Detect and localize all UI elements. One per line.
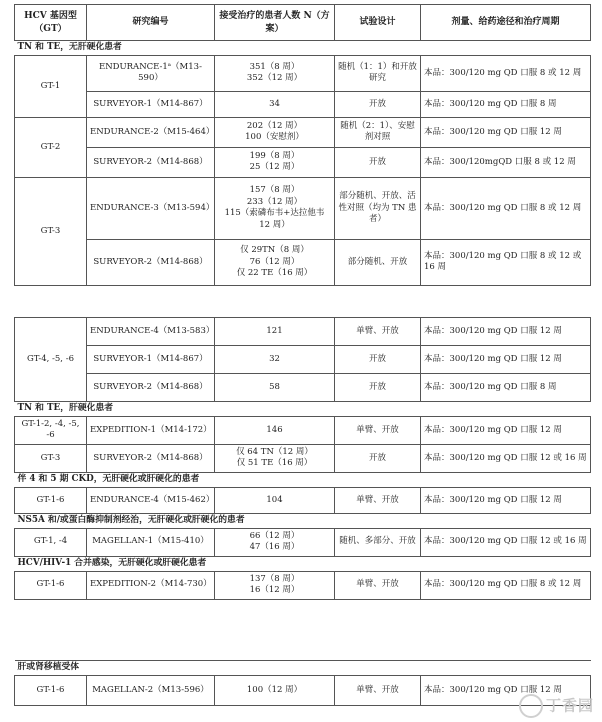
patients-cell: 351（8 周） 352（12 周） bbox=[215, 55, 335, 91]
patients-cell: 32 bbox=[215, 346, 335, 374]
patients-cell: 137（8 周） 16（12 周） bbox=[215, 571, 335, 599]
patients-cell: 104 bbox=[215, 487, 335, 513]
trial-table-part3 bbox=[14, 660, 591, 706]
patients-cell: 121 bbox=[215, 318, 335, 346]
design-cell: 单臂、开放 bbox=[335, 571, 421, 599]
patients-cell: 199（8 周） 25（12 周） bbox=[215, 147, 335, 177]
dosing-cell: 本品：300/120 mg QD 口服 8 或 12 周 bbox=[421, 177, 591, 239]
patients-cell: 66（12 周） 47（16 周） bbox=[215, 528, 335, 556]
genotype-cell: GT-1-6 bbox=[15, 487, 87, 513]
design-cell: 单臂、开放 bbox=[335, 487, 421, 513]
design-cell: 开放 bbox=[335, 444, 421, 472]
design-cell: 单臂、开放 bbox=[335, 675, 421, 705]
study-id-cell: SURVEYOR-2（M14-868） bbox=[87, 147, 215, 177]
watermark-logo bbox=[519, 694, 594, 718]
study-id-cell: ENDURANCE-1ᵃ（M13-590） bbox=[87, 55, 215, 91]
genotype-cell: GT-3 bbox=[15, 177, 87, 285]
study-id-cell: SURVEYOR-2（M14-868） bbox=[87, 239, 215, 285]
genotype-cell: GT-3 bbox=[15, 444, 87, 472]
col-header-patients: 接受治疗的患者人数 N（方案） bbox=[215, 5, 335, 41]
study-id-cell: SURVEYOR-2（M14-868） bbox=[87, 374, 215, 402]
study-id-cell: SURVEYOR-1（M14-867） bbox=[87, 346, 215, 374]
section-heading: HCV/HIV-1 合并感染，无肝硬化或肝硬化患者 bbox=[15, 556, 591, 571]
dosing-cell: 本品：300/120 mg QD 口服 12 或 16 周 bbox=[421, 444, 591, 472]
dosing-cell: 本品：300/120 mg QD 口服 12 周 bbox=[421, 318, 591, 346]
patients-cell: 146 bbox=[215, 416, 335, 444]
patients-cell: 100（12 周） bbox=[215, 675, 335, 705]
study-id-cell: ENDURANCE-3（M13-594） bbox=[87, 177, 215, 239]
study-id-cell: SURVEYOR-2（M14-868） bbox=[87, 444, 215, 472]
col-header-genotype: HCV 基因型（GT） bbox=[15, 5, 87, 41]
dosing-cell: 本品：300/120 mg QD 口服 12 周 bbox=[421, 487, 591, 513]
section-heading: 伴 4 和 5 期 CKD，无肝硬化或肝硬化的患者 bbox=[15, 472, 591, 487]
study-id-cell: EXPEDITION-1（M14-172） bbox=[87, 416, 215, 444]
section-heading: TN 和 TE，无肝硬化患者 bbox=[15, 41, 591, 56]
section-heading: NS5A 和/或蛋白酶抑制剂经治，无肝硬化或肝硬化的患者 bbox=[15, 513, 591, 528]
genotype-cell: GT-1-6 bbox=[15, 571, 87, 599]
patients-cell: 34 bbox=[215, 91, 335, 117]
design-cell: 随机、多部分、开放 bbox=[335, 528, 421, 556]
design-cell: 开放 bbox=[335, 346, 421, 374]
genotype-cell: GT-4, -5, -6 bbox=[15, 318, 87, 402]
patients-cell: 58 bbox=[215, 374, 335, 402]
col-header-study-id: 研究编号 bbox=[87, 5, 215, 41]
dosing-cell: 本品：300/120 mg QD 口服 8 或 12 或 16 周 bbox=[421, 239, 591, 285]
design-cell: 开放 bbox=[335, 91, 421, 117]
dosing-cell: 本品：300/120 mg QD 口服 8 周 bbox=[421, 374, 591, 402]
dosing-cell: 本品：300/120 mg QD 口服 8 或 12 周 bbox=[421, 571, 591, 599]
design-cell: 开放 bbox=[335, 147, 421, 177]
col-header-dosing: 剂量、给药途径和治疗周期 bbox=[421, 5, 591, 41]
dosing-cell: 本品：300/120 mg QD 口服 12 或 16 周 bbox=[421, 528, 591, 556]
dosing-cell: 本品：300/120 mg QD 口服 12 周 bbox=[421, 416, 591, 444]
study-id-cell: MAGELLAN-2（M13-596） bbox=[87, 675, 215, 705]
design-cell: 部分随机、开放、活性对照（均为 TN 患者） bbox=[335, 177, 421, 239]
dosing-cell: 本品：300/120 mg QD 口服 8 周 bbox=[421, 91, 591, 117]
genotype-cell: GT-1-2, -4, -5, -6 bbox=[15, 416, 87, 444]
study-id-cell: ENDURANCE-2（M15-464） bbox=[87, 117, 215, 147]
dosing-cell: 本品：300/120 mg QD 口服 12 周 bbox=[421, 117, 591, 147]
dosing-cell: 本品：300/120 mg QD 口服 8 或 12 周 bbox=[421, 55, 591, 91]
study-id-cell: ENDURANCE-4（M15-462） bbox=[87, 487, 215, 513]
dosing-cell: 本品：300/120mgQD 口服 8 或 12 周 bbox=[421, 147, 591, 177]
design-cell: 部分随机、开放 bbox=[335, 239, 421, 285]
study-id-cell: EXPEDITION-2（M14-730） bbox=[87, 571, 215, 599]
patients-cell: 202（12 周） 100（安慰剂） bbox=[215, 117, 335, 147]
patients-cell: 仅 29TN（8 周） 76（12 周） 仅 22 TE（16 周） bbox=[215, 239, 335, 285]
study-id-cell: MAGELLAN-1（M15-410） bbox=[87, 528, 215, 556]
watermark-text: 丁香园 bbox=[545, 696, 594, 715]
trial-table-part2 bbox=[14, 317, 591, 600]
trial-table-part1 bbox=[14, 4, 591, 286]
dosing-cell: 本品：300/120 mg QD 口服 12 周 bbox=[421, 675, 591, 705]
design-cell: 单臂、开放 bbox=[335, 318, 421, 346]
section-heading: TN 和 TE，肝硬化患者 bbox=[15, 402, 591, 417]
watermark-icon bbox=[519, 694, 543, 718]
study-id-cell: ENDURANCE-4（M13-583） bbox=[87, 318, 215, 346]
patients-cell: 仅 64 TN（12 周） 仅 51 TE（16 周） bbox=[215, 444, 335, 472]
study-id-cell: SURVEYOR-1（M14-867） bbox=[87, 91, 215, 117]
genotype-cell: GT-1 bbox=[15, 55, 87, 117]
col-header-design: 试验设计 bbox=[335, 5, 421, 41]
patients-cell: 157（8 周） 233（12 周） 115（索磷布韦+达拉他韦 12 周） bbox=[215, 177, 335, 239]
genotype-cell: GT-2 bbox=[15, 117, 87, 177]
genotype-cell: GT-1-6 bbox=[15, 675, 87, 705]
design-cell: 开放 bbox=[335, 374, 421, 402]
dosing-cell: 本品：300/120 mg QD 口服 12 周 bbox=[421, 346, 591, 374]
design-cell: 单臂、开放 bbox=[335, 416, 421, 444]
design-cell: 随机（2：1）、安慰剂对照 bbox=[335, 117, 421, 147]
section-heading: 肝或肾移植受体 bbox=[15, 661, 591, 676]
design-cell: 随机（1：1）和开放研究 bbox=[335, 55, 421, 91]
genotype-cell: GT-1, -4 bbox=[15, 528, 87, 556]
